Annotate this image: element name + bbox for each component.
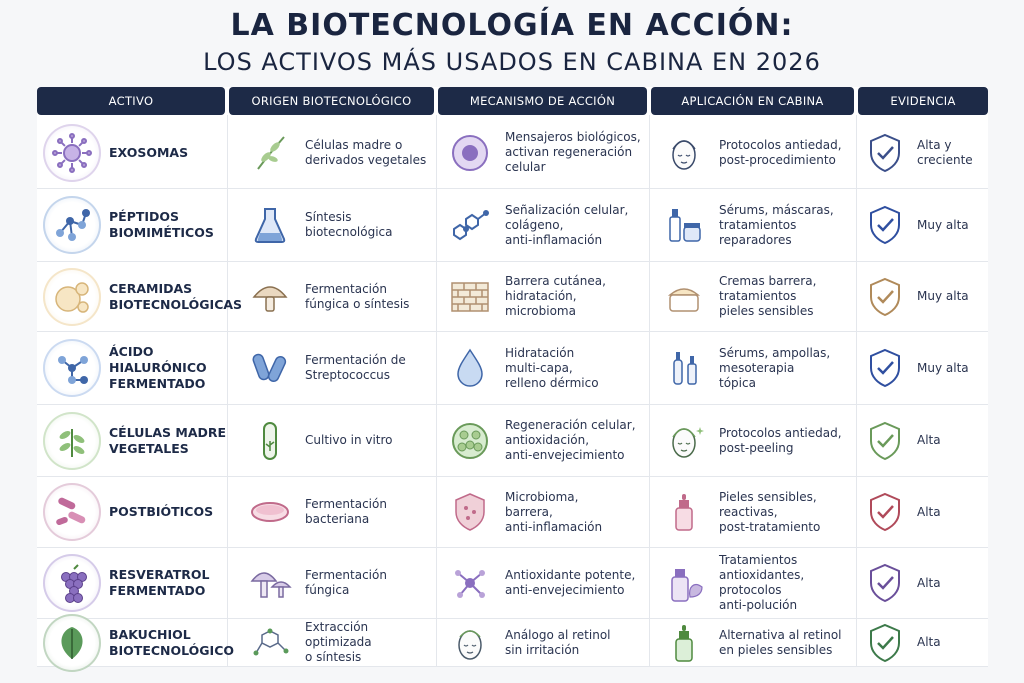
plant-icon — [43, 412, 101, 470]
bacteria-icon — [241, 339, 299, 397]
shield-check-icon — [863, 412, 907, 470]
shield-check-icon — [863, 554, 907, 612]
ampoule-icon — [655, 339, 713, 397]
mechanism-text: Mensajeros biológicos, activan regeneración celular — [505, 130, 641, 174]
shield-check-icon — [863, 483, 907, 541]
origin-text: Fermentación de Streptococcus — [305, 353, 406, 382]
capsules-icon — [43, 483, 101, 541]
active-name: POSTBIÓTICOS — [109, 504, 214, 519]
origin-text: Fermentación fúngica — [305, 568, 387, 597]
evidence-text: Alta — [917, 504, 941, 519]
leaf-sprig-icon — [241, 124, 299, 182]
mechanism-text: Análogo al retinol sin irritación — [505, 627, 611, 657]
active-name: PÉPTIDOS BIOMIMÉTICOS — [109, 209, 214, 240]
mushroom-icon — [241, 268, 299, 326]
origin-text: Fermentación fúngica o síntesis — [305, 281, 410, 311]
header-origen: ORIGEN BIOTECNOLÓGICO — [229, 87, 434, 115]
active-name: CÉLULAS MADRE VEGETALES — [109, 424, 227, 456]
mechanism-text: Hidratación multi-capa, relleno dérmico — [505, 345, 599, 390]
mushrooms-icon — [241, 554, 299, 612]
shield-check-icon — [863, 196, 907, 254]
active-name: BAKUCHIOL BIOTECNOLÓGICO — [109, 626, 234, 658]
application-text: Cremas barrera, tratamientos pieles sensibles — [719, 274, 817, 318]
application-text: Protocolos antiedad, post-procedimiento — [719, 137, 842, 167]
mechanism-text: Regeneración celular, antioxidación, anti-envejecimiento — [505, 418, 636, 462]
test-tube-icon — [241, 412, 299, 470]
actives-table — [37, 87, 988, 667]
bottle-leaf-icon — [655, 554, 713, 612]
evidence-text: Muy alta — [917, 289, 969, 303]
green-dropper-icon — [655, 614, 713, 672]
origin-text: Fermentación bacteriana — [305, 497, 387, 526]
header-aplicacion: APLICACIÓN EN CABINA — [651, 87, 854, 115]
mechanism-text: Señalización celular, colágeno, anti-inflamación — [505, 202, 629, 247]
face-icon — [655, 124, 713, 182]
antioxidant-molecule-icon — [441, 554, 499, 612]
exosome-icon — [43, 124, 101, 182]
origin-text: Síntesis biotecnológica — [305, 210, 393, 239]
molecule-structure-icon — [241, 614, 299, 672]
cell-icon — [441, 124, 499, 182]
application-text: Alternativa al retinol en pieles sensibles — [719, 627, 842, 657]
header-mecanismo: MECANISMO DE ACCIÓN — [438, 87, 647, 115]
table-row — [37, 477, 988, 548]
plant-cell-icon — [441, 412, 499, 470]
serum-jar-icon — [655, 196, 713, 254]
application-text: Protocolos antiedad, post-peeling — [719, 425, 842, 455]
calm-face-icon — [441, 614, 499, 672]
shield-check-icon — [863, 268, 907, 326]
page-title: LA BIOTECNOLOGÍA EN ACCIÓN: — [230, 8, 794, 43]
evidence-text: Alta — [917, 433, 941, 447]
active-name: EXOSOMAS — [109, 144, 189, 160]
application-text: Sérums, máscaras, tratamientos reparadores — [719, 202, 834, 247]
table-row — [37, 405, 988, 477]
mechanism-text: Microbioma, barrera, anti-inflamación — [505, 489, 603, 534]
table-row — [37, 262, 988, 332]
shield-check-icon — [863, 339, 907, 397]
table-row — [37, 117, 988, 189]
cream-jar-icon — [655, 268, 713, 326]
application-text: Sérums, ampollas, mesoterapia tópica — [719, 345, 831, 390]
grapes-icon — [43, 554, 101, 612]
molecule-icon — [441, 196, 499, 254]
shield-icon — [441, 483, 499, 541]
active-name: RESVERATROL FERMENTADO — [109, 567, 210, 598]
evidence-text: Muy alta — [917, 360, 969, 375]
evidence-text: Alta y creciente — [917, 137, 973, 167]
hyaluronic-molecule-icon — [43, 339, 101, 397]
peptide-chain-icon — [43, 196, 101, 254]
origin-text: Extracción optimizada o síntesis — [305, 620, 372, 664]
evidence-text: Alta — [917, 575, 941, 590]
active-name: CERAMIDAS BIOTECNOLÓGICAS — [109, 280, 243, 312]
petri-dish-icon — [241, 483, 299, 541]
face-sparkle-icon — [655, 412, 713, 470]
mechanism-text: Barrera cutánea, hidratación, microbioma — [505, 274, 606, 318]
shield-check-icon — [863, 124, 907, 182]
table-row — [37, 332, 988, 405]
header-activo: ACTIVO — [37, 87, 225, 115]
table-row — [37, 619, 988, 667]
leaf-icon — [43, 614, 101, 672]
evidence-text: Muy alta — [917, 217, 969, 232]
lipid-bubbles-icon — [43, 268, 101, 326]
table-row — [37, 548, 988, 619]
application-text: Tratamientos antioxidantes, protocolos anti-polución — [719, 553, 805, 612]
flask-icon — [241, 196, 299, 254]
brick-wall-icon — [441, 268, 499, 326]
table-row — [37, 189, 988, 262]
origin-text: Cultivo in vitro — [305, 433, 393, 447]
header-evidencia: EVIDENCIA — [858, 87, 988, 115]
shield-check-icon — [863, 614, 907, 672]
active-name: ÁCIDO HIALURÓNICO FERMENTADO — [109, 344, 207, 391]
evidence-text: Alta — [917, 635, 941, 649]
origin-text: Células madre o derivados vegetales — [305, 137, 427, 167]
application-text: Pieles sensibles, reactivas, post-tratamiento — [719, 489, 821, 534]
mechanism-text: Antioxidante potente, anti-envejecimiento — [505, 568, 636, 597]
dropper-bottle-icon — [655, 483, 713, 541]
water-drop-icon — [441, 339, 499, 397]
page-subtitle: LOS ACTIVOS MÁS USADOS EN CABINA EN 2026 — [203, 48, 821, 76]
